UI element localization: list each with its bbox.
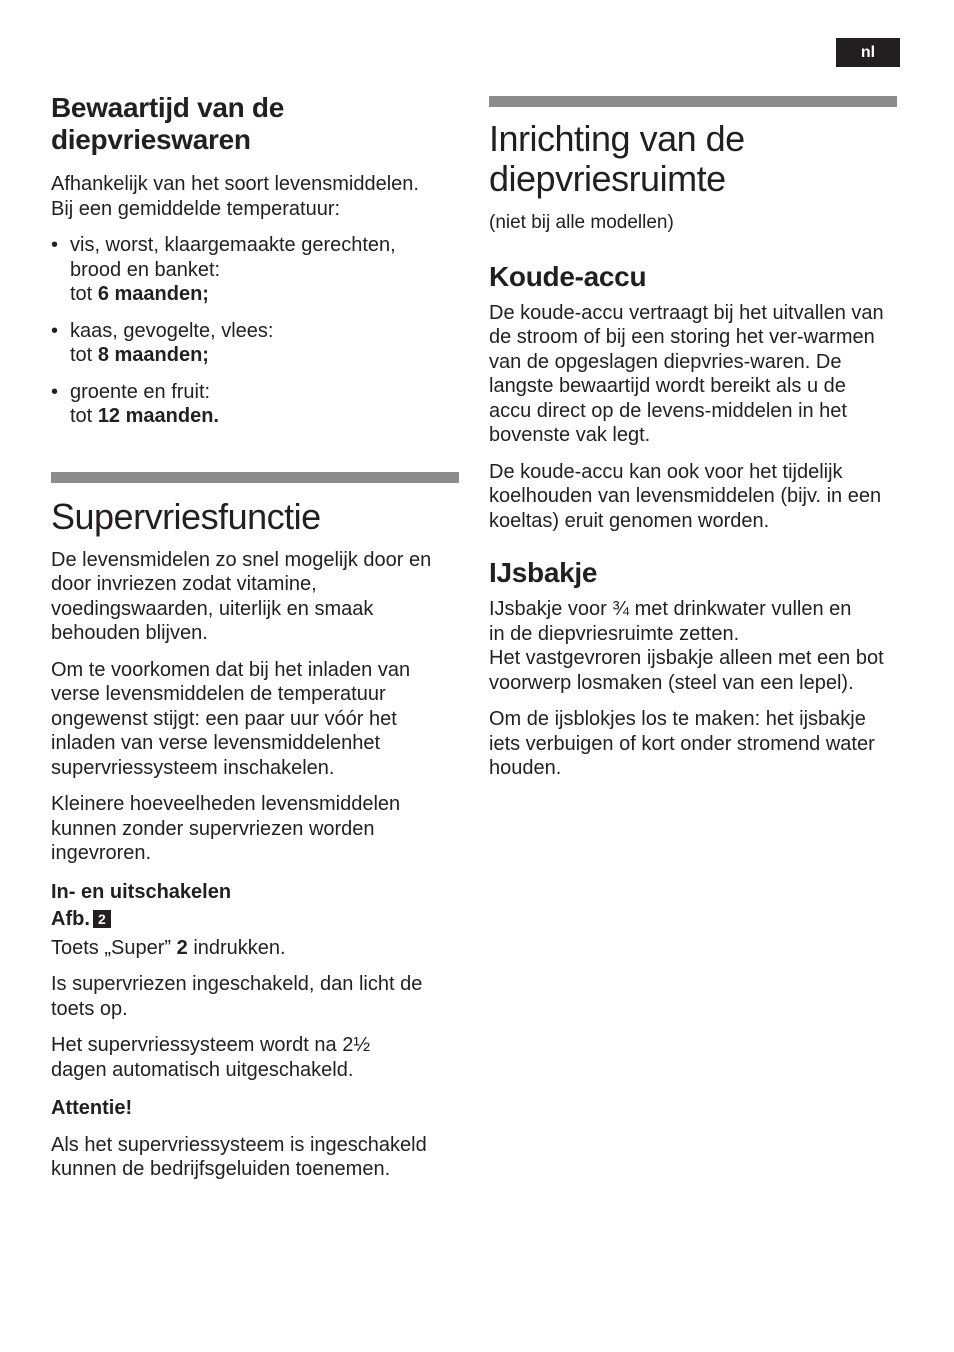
storage-heading: Bewaartijd van de diepvrieswaren bbox=[51, 92, 284, 155]
cold-pack-para-1: De koude-accu vertraagt bij het uitvallen van de stroom of bij een storing het ver-warmen van de opgeslagen diepvries-waren. De langste bewaartijd wordt bereikt als u de accu direct op de levens-middelen in het bovenste vak legt. bbox=[489, 301, 884, 446]
attention-heading: Attentie! bbox=[51, 1097, 133, 1119]
figure-reference bbox=[51, 906, 461, 932]
press-key-number: 2 bbox=[176, 936, 188, 959]
storage-item-prefix: tot bbox=[70, 283, 93, 305]
press-key-instruction bbox=[51, 936, 461, 961]
language-badge: nl bbox=[836, 38, 900, 67]
storage-intro-line-1: Afhankelijk van het soort levensmiddelen. bbox=[51, 173, 419, 195]
storage-item-period: 8 maanden; bbox=[97, 344, 209, 366]
superfreeze-auto-note: Het supervriessysteem wordt na 2½ dagen automatisch uitgeschakeld. bbox=[51, 1034, 371, 1081]
superfreeze-para-3: Kleinere hoeveelheden levensmiddelen kunnen zonder supervriezen worden ingevroren. bbox=[51, 793, 401, 864]
section-divider bbox=[51, 472, 459, 483]
storage-list-item bbox=[51, 233, 441, 307]
figure-number-badge: 2 bbox=[93, 910, 111, 928]
ice-tray-para-2: Om de ijsblokjes los te maken: het ijsbakje iets verbuigen of kort onder stromend water houden. bbox=[489, 708, 875, 779]
storage-item-text: groente en fruit: bbox=[70, 380, 211, 403]
freezer-layout-heading: Inrichting van de diepvriesruimte bbox=[489, 118, 745, 199]
freezer-layout-subtitle: (niet bij alle modellen) bbox=[489, 212, 674, 233]
ice-tray-heading: IJsbakje bbox=[489, 557, 598, 588]
press-key-text: Toets „Super” bbox=[51, 936, 172, 959]
storage-intro-line-2: Bij een gemiddelde temperatuur: bbox=[51, 197, 341, 220]
onoff-heading: In- en uitschakelen bbox=[51, 880, 232, 903]
section-divider bbox=[489, 96, 897, 107]
cold-pack-para-2: De koude-accu kan ook voor het tijdelijk koelhouden van levensmiddelen (bijv. in een koeltas) eruit genomen worden. bbox=[489, 460, 882, 532]
storage-item-period: 12 maanden. bbox=[97, 405, 219, 427]
storage-item-text: kaas, gevogelte, vlees: bbox=[70, 319, 274, 342]
figure-label: Afb. bbox=[51, 907, 90, 930]
left-column bbox=[51, 92, 461, 1182]
press-key-text-end: indrukken. bbox=[193, 936, 286, 959]
storage-list bbox=[51, 233, 441, 429]
storage-item-text: vis, worst, klaargemaakte gerechten, brood en banket: bbox=[70, 234, 396, 281]
superfreeze-para-2: Om te voorkomen dat bij het inladen van verse levensmiddelen de temperatuur ongewenst stijgt: een paar uur vóór het inladen van verse levensmiddelenhet supervriessysteem inschakelen. bbox=[51, 658, 411, 779]
storage-item-period: 6 maanden; bbox=[97, 283, 209, 305]
superfreeze-para-1: De levensmidelen zo snel mogelijk door en door invriezen zodat vitamine, voedingswaarden, uiterlijk en smaak behouden blijven. bbox=[51, 548, 432, 644]
storage-item-prefix: tot bbox=[70, 405, 93, 427]
right-column bbox=[489, 96, 901, 781]
storage-list-item bbox=[51, 319, 441, 368]
attention-text: Als het supervriessysteem is ingeschakeld kunnen de bedrijfsgeluiden toenemen. bbox=[51, 1133, 427, 1180]
storage-list-item bbox=[51, 380, 441, 429]
ice-tray-para-1a: IJsbakje voor ¾ met drinkwater vullen en in de diepvriesruimte zetten. bbox=[489, 598, 852, 645]
superfreeze-light-note: Is supervriezen ingeschakeld, dan licht de toets op. bbox=[51, 973, 423, 1020]
cold-pack-heading: Koude-accu bbox=[489, 260, 647, 292]
ice-tray-para-1b: Het vastgevroren ijsbakje alleen met een bot voorwerp losmaken (steel van een lepel). bbox=[489, 647, 884, 694]
superfreeze-heading: Supervriesfunctie bbox=[51, 495, 321, 537]
storage-item-prefix: tot bbox=[70, 344, 93, 366]
